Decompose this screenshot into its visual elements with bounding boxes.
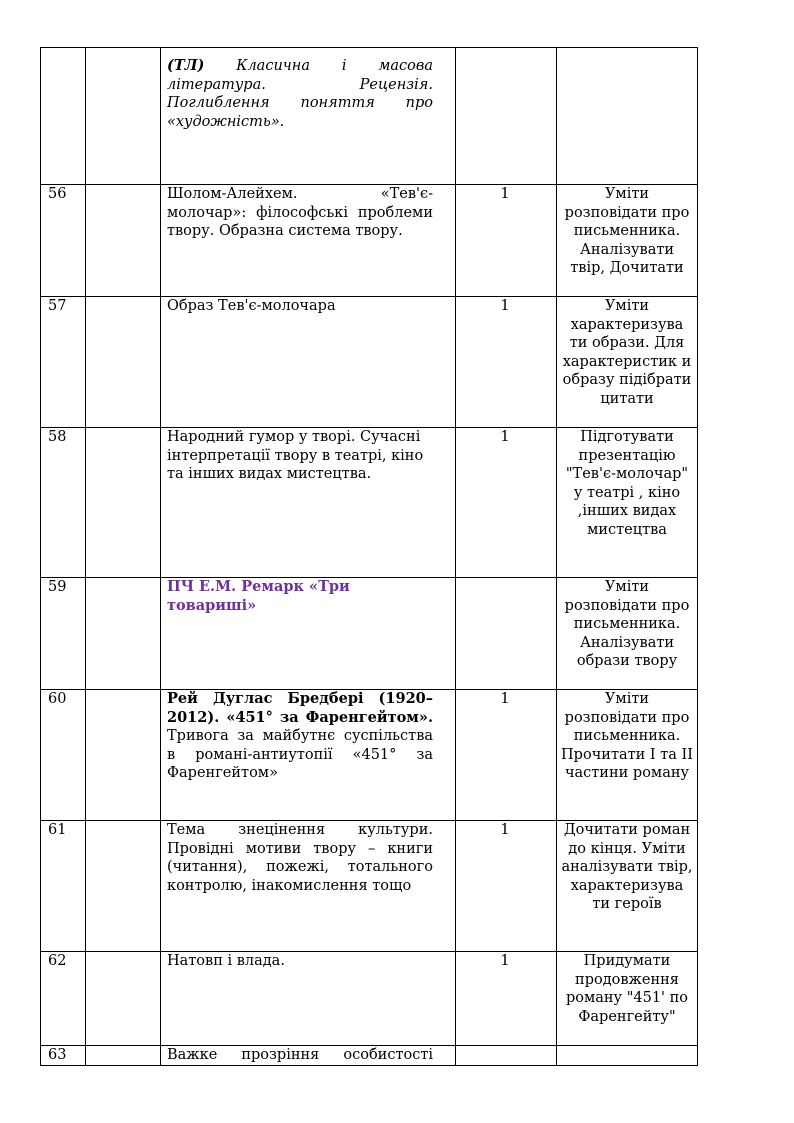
hours-cell [456,297,557,428]
row-number: 57 [48,298,67,314]
topic-cell [161,952,456,1046]
topic-text: Тема знецінення культури. Провідні мотиви твору – книги (читання), пожежі, тотального контролю, інакомислення тощо [167,822,433,894]
topic-text [161,57,455,131]
hours-cell [456,185,557,297]
row-number-cell [41,185,86,297]
task-cell [557,690,698,821]
date-cell [86,428,161,578]
task-cell [557,1046,698,1066]
task-cell [557,952,698,1046]
hours-cell [456,952,557,1046]
table-row [41,821,698,952]
row-number: 58 [48,429,67,445]
date-cell [86,185,161,297]
hours-text: 1 [500,429,510,445]
row-number-cell [41,578,86,690]
row-number-cell [41,297,86,428]
topic-cell [161,1046,456,1066]
table-row [41,185,698,297]
hours-text: 1 [500,822,510,838]
task-cell [557,821,698,952]
row-number: 62 [48,953,67,969]
row-number-cell [41,48,86,185]
date-cell [86,1046,161,1066]
row-number: 61 [48,822,67,838]
hours-text: 1 [500,186,510,202]
date-cell [86,821,161,952]
hours-cell [456,578,557,690]
hours-cell [456,1046,557,1066]
task-cell [557,578,698,690]
topic-text: Натовп і влада. [167,953,285,969]
table-row [41,297,698,428]
topic-cell [161,48,456,185]
row-number: 63 [48,1047,67,1063]
lesson-plan-table [40,47,698,1066]
task-text: Дочитати роман до кінця. Уміти аналізувати твір, характеризува ти героїв [561,822,693,913]
table-row [41,578,698,690]
topic-cell [161,428,456,578]
task-cell [557,48,698,185]
task-text: Уміти розповідати про письменника. Прочитати І та ІІ частини роману [561,691,693,782]
topic-text: Народний гумор у творі. Сучасні інтерпретації твору в театрі, кіно та інших видах мистецтва. [167,429,424,483]
topic-prefix: (ТЛ) [167,57,205,74]
topic-main: Класична і масова література. Рецензія. Поглиблення поняття про «художність». [167,58,433,130]
hours-cell [456,821,557,952]
task-text: Підготувати презентацію "Тев'є-молочар" у театрі , кіно ,інших видах мистецтва [565,429,689,538]
table-row [41,428,698,578]
row-number: 60 [48,691,67,707]
date-cell [86,690,161,821]
table-row [41,1046,698,1066]
hours-text: 1 [500,953,510,969]
topic-text: Шолом-Алейхем. «Тев'є-молочар»: філософські проблеми твору. Образна система твору. [167,186,433,240]
task-text: Уміти характеризува ти образи. Для характеристик и образу підібрати цитати [562,298,692,407]
hours-text: 1 [500,691,510,707]
table-row [41,48,698,185]
topic-text: Образ Тев'є-молочара [167,298,336,314]
date-cell [86,48,161,185]
topic-cell [161,821,456,952]
row-number-cell [41,952,86,1046]
task-cell [557,428,698,578]
row-number-cell [41,821,86,952]
task-cell [557,185,698,297]
topic-bold: Рей Дуглас Бредбері (1920–2012). «451° за Фаренгейтом». [167,690,433,726]
topic-text: ПЧ Е.М. Ремарк «Три товариші» [167,578,350,614]
table-row [41,952,698,1046]
topic-cell [161,297,456,428]
task-text: Уміти розповідати про письменника. Аналізувати твір, Дочитати [564,186,690,277]
hours-text: 1 [500,298,510,314]
topic-cell [161,578,456,690]
task-text: Придумати продовження роману "451' по Фаренгейту" [565,953,689,1025]
row-number: 56 [48,186,67,202]
task-text: Уміти розповідати про письменника. Аналізувати образи твору [564,579,690,670]
table-row [41,690,698,821]
topic-cell [161,690,456,821]
topic-text [161,690,455,783]
task-cell [557,297,698,428]
row-number-cell [41,428,86,578]
hours-cell [456,428,557,578]
topic-text: Важке прозріння особистості [167,1047,433,1063]
date-cell [86,952,161,1046]
topic-rest: Тривога за майбутнє суспільства в романі-антиутопії «451° за Фаренгейтом» [167,728,433,782]
date-cell [86,297,161,428]
row-number-cell [41,1046,86,1066]
topic-cell [161,185,456,297]
row-number-cell [41,690,86,821]
hours-cell [456,48,557,185]
date-cell [86,578,161,690]
hours-cell [456,690,557,821]
row-number: 59 [48,579,67,595]
